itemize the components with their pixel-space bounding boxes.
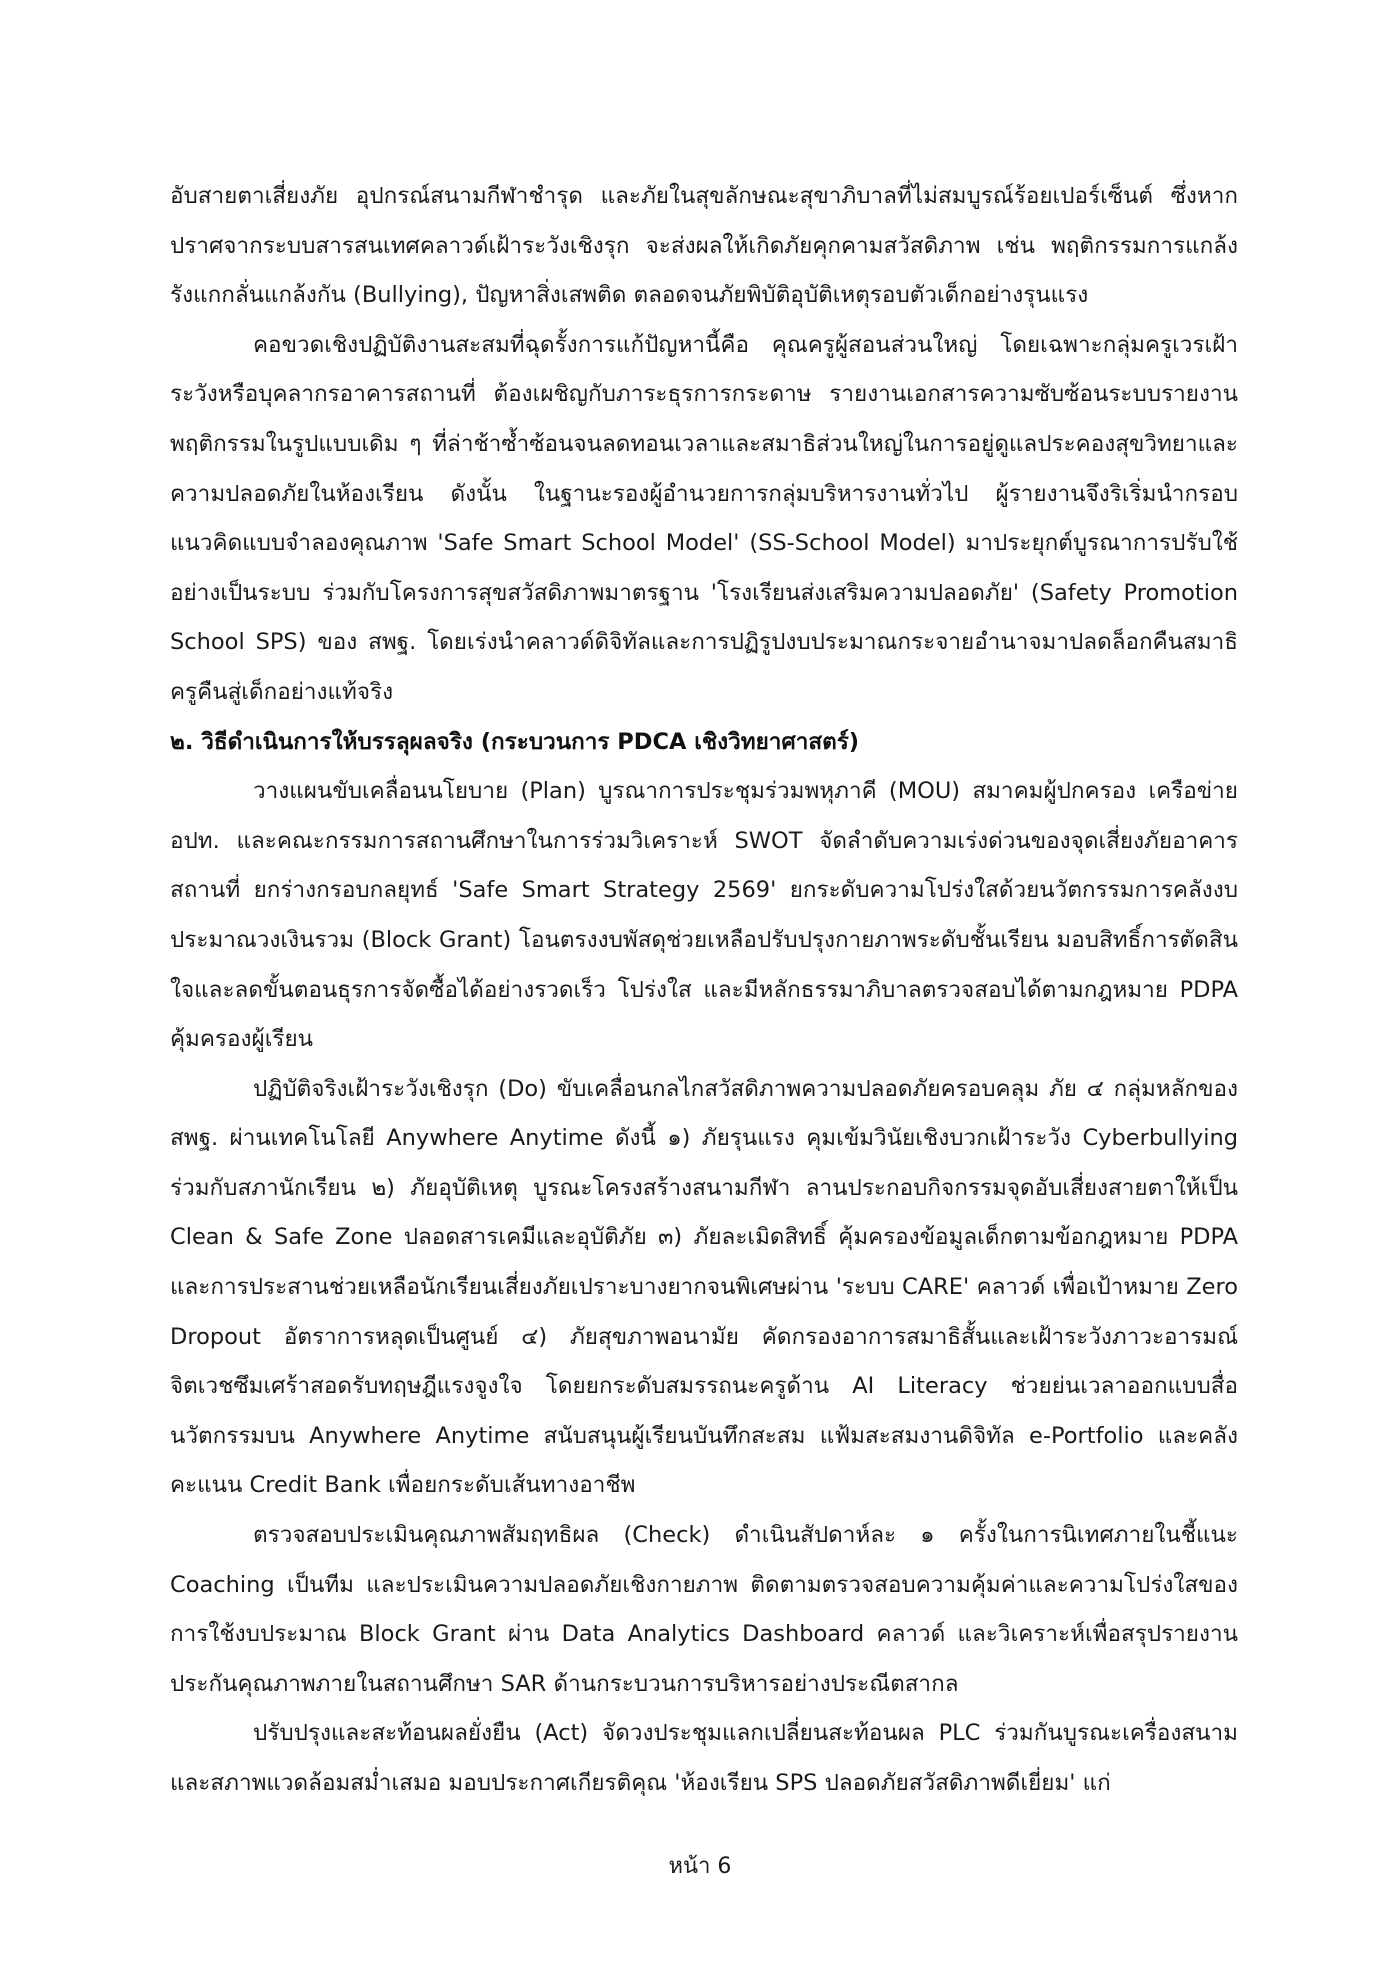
- paragraph-continuation: อับสายตาเสี่ยงภัย อุปกรณ์สนามกีฬาชำรุด และภัยในสุขลักษณะสุขาภิบาลที่ไม่สมบูรณ์ร้อยเปอร์เซ็นต์ ซึ่งหากปราศจากระบบสารสนเทศคลาวด์เฝ้าระวังเชิงรุก จะส่งผลให้เกิดภัยคุกคามสวัสดิภาพ เช่น พฤติกรรมการแกล้งรังแกกลั่นแกล้งกัน (Bullying), ปัญหาสิ่งเสพติด ตลอดจนภัยพิบัติอุบัติเหตุรอบตัวเด็กอย่างรุนแรง: [170, 183, 1238, 309]
- page-number: หน้า 6: [668, 1854, 732, 1879]
- section-heading: ๒. วิธีดำเนินการให้บรรลุผลจริง (กระบวนการ PDCA เชิงวิทยาศาสตร์): [170, 728, 860, 755]
- paragraph-bottleneck: คอขวดเชิงปฏิบัติงานสะสมที่ฉุดรั้งการแก้ปัญหานี้คือ คุณครูผู้สอนส่วนใหญ่ โดยเฉพาะกลุ่มครูเวรเฝ้าระวังหรือบุคลากรอาคารสถานที่ ต้องเผชิญกับภาระธุรการกระดาษ รายงานเอกสารความซับซ้อนระบบรายงานพฤติกรรมในรูปแบบเดิม ๆ ที่ล่าช้าซ้ำซ้อนจนลดทอนเวลาและสมาธิส่วนใหญ่ในการอยู่ดูแลประคองสุขวิทยาและความปลอดภัยในห้องเรียน ดังนั้น ในฐานะรองผู้อำนวยการกลุ่มบริหารงานทั่วไป ผู้รายงานจึงริเริ่มนำกรอบแนวคิดแบบจำลองคุณภาพ 'Safe Smart School Model' (SS-School Model) มาประยุกต์บูรณาการปรับใช้อย่างเป็นระบบ ร่วมกับโครงการสุขสวัสดิภาพมาตรฐาน 'โรงเรียนส่งเสริมความปลอดภัย' (Safety Promotion School SPS) ของ สพฐ. โดยเร่งนำคลาวด์ดิจิทัลและการปฏิรูปงบประมาณกระจายอำนาจมาปลดล็อกคืนสมาธิครูคืนสู่เด็กอย่างแท้จริง: [170, 331, 1238, 705]
- paragraph-check: ตรวจสอบประเมินคุณภาพสัมฤทธิผล (Check) ดำเนินสัปดาห์ละ ๑ ครั้งในการนิเทศภายในชี้แนะ Coaching เป็นทีม และประเมินความปลอดภัยเชิงกายภาพ ติดตามตรวจสอบความคุ้มค่าและความโปร่งใสของการใช้งบประมาณ Block Grant ผ่าน Data Analytics Dashboard คลาวด์ และวิเคราะห์เพื่อสรุปรายงานประกันคุณภาพภายในสถานศึกษา SAR ด้านกระบวนการบริหารอย่างประณีตสากล: [170, 1522, 1238, 1697]
- paragraph-do: ปฏิบัติจริงเฝ้าระวังเชิงรุก (Do) ขับเคลื่อนกลไกสวัสดิภาพความปลอดภัยครอบคลุม ภัย ๔ กลุ่มหลักของ สพฐ. ผ่านเทคโนโลยี Anywhere Anytime ดังนี้ ๑) ภัยรุนแรง คุมเข้มวินัยเชิงบวกเฝ้าระวัง Cyberbullying ร่วมกับสภานักเรียน ๒) ภัยอุบัติเหตุ บูรณะโครงสร้างสนามกีฬา ลานประกอบกิจกรรมจุดอับเสี่ยงสายตาให้เป็น Clean & Safe Zone ปลอดสารเคมีและอุบัติภัย ๓) ภัยละเมิดสิทธิ์ คุ้มครองข้อมูลเด็กตามข้อกฎหมาย PDPA และการประสานช่วยเหลือนักเรียนเสี่ยงภัยเปราะบางยากจนพิเศษผ่าน 'ระบบ CARE' คลาวด์ เพื่อเป้าหมาย Zero Dropout อัตราการหลุดเป็นศูนย์ ๔) ภัยสุขภาพอนามัย คัดกรองอาการสมาธิสั้นและเฝ้าระวังภาวะอารมณ์จิตเวชซึมเศร้าสอดรับทฤษฎีแรงจูงใจ โดยยกระดับสมรรถนะครูด้าน AI Literacy ช่วยย่นเวลาออกแบบสื่อนวัตกรรมบน Anywhere Anytime สนับสนุนผู้เรียนบันทึกสะสม แฟ้มสะสมงานดิจิทัล e-Portfolio และคลังคะแนน Credit Bank เพื่อยกระดับเส้นทางอาชีพ: [170, 1075, 1238, 1499]
- document-body: [170, 172, 1238, 1809]
- paragraph-plan: วางแผนขับเคลื่อนนโยบาย (Plan) บูรณาการประชุมร่วมพหุภาคี (MOU) สมาคมผู้ปกครอง เครือข่าย อปท. และคณะกรรมการสถานศึกษาในการร่วมวิเคราะห์ SWOT จัดลำดับความเร่งด่วนของจุดเสี่ยงภัยอาคารสถานที่ ยกร่างกรอบกลยุทธ์ 'Safe Smart Strategy 2569' ยกระดับความโปร่งใสด้วยนวัตกรรมการคลังงบประมาณวงเงินรวม (Block Grant) โอนตรงงบพัสดุช่วยเหลือปรับปรุงกายภาพระดับชั้นเรียน มอบสิทธิ์การตัดสินใจและลดขั้นตอนธุรการจัดซื้อได้อย่างรวดเร็ว โปร่งใส และมีหลักธรรมาภิบาลตรวจสอบได้ตามกฎหมาย PDPA คุ้มครองผู้เรียน: [170, 778, 1238, 1053]
- paragraph-act: ปรับปรุงและสะท้อนผลยั่งยืน (Act) จัดวงประชุมแลกเปลี่ยนสะท้อนผล PLC ร่วมกันบูรณะเครื่องสนามและสภาพแวดล้อมสม่ำเสมอ มอบประกาศเกียรติคุณ 'ห้องเรียน SPS ปลอดภัยสวัสดิภาพดีเยี่ยม' แก่: [170, 1720, 1238, 1796]
